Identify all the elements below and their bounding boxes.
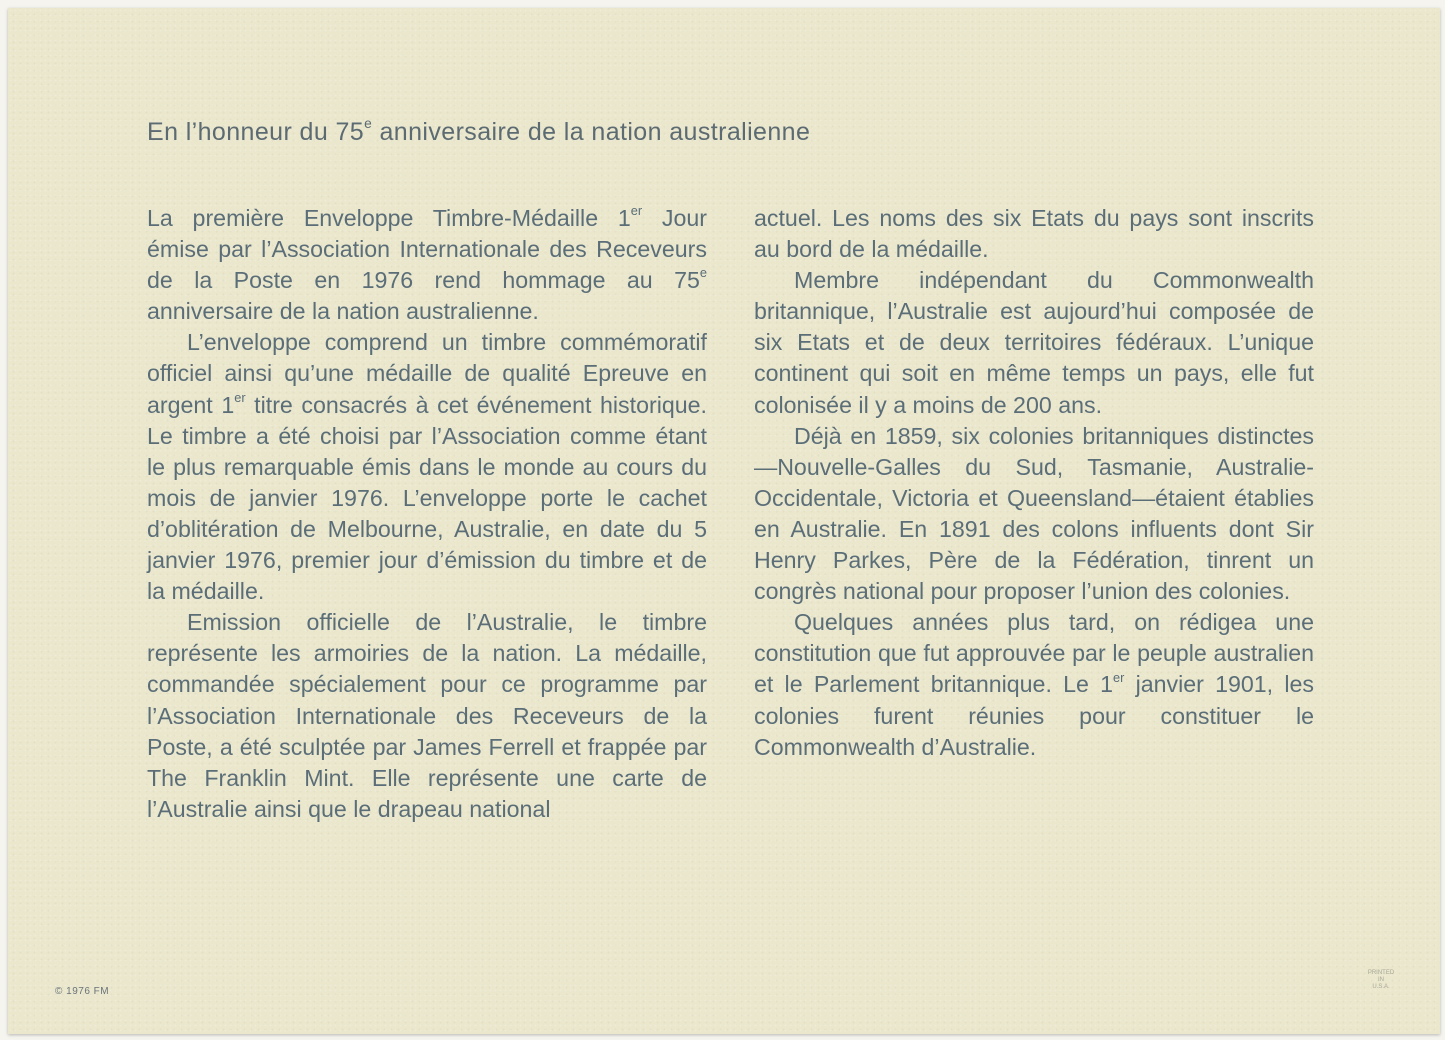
right-paragraph-4: Quelques années plus tard, on rédigea une constitution que fut approuvée par le peuple australien et le Parlement britannique. Le 1er janvier 1901, les colonies furent réunies pour constituer le Commonwealth d’Australie. [754,609,1314,760]
print-mark-line: PRINTED [1367,970,1395,976]
right-paragraph-2: Membre indépendant du Commonwealth britannique, l’Australie est aujourd’hui composée de six Etats et de deux territoires fédéraux. L’unique continent qui soit en même temps un pays, elle fut colonisée il y a moins de 200 ans. [754,267,1314,418]
left-column [147,203,707,825]
left-paragraph-2: L’enveloppe comprend un timbre commémoratif officiel ainsi qu’une médaille de qualité Epreuve en argent 1er titre consacrés à cet événement historique. Le timbre a été choisi par l’Association comme étant le plus remarquable émis dans le monde au cours du mois de janvier 1976. L’enveloppe porte le cachet d’oblitération de Melbourne, Australie, en date du 5 janvier 1976, premier jour d’émission du timbre et de la médaille. [147,329,707,605]
left-paragraph-1: La première Enveloppe Timbre-Médaille 1er Jour émise par l’Association Internationale des Receveurs de la Poste en 1976 rend hommage au 75e anniversaire de la nation australienne. [147,203,707,325]
right-column [754,203,1314,763]
copyright-notice: © 1976 FM [55,986,110,997]
left-paragraph-3: Emission officielle de l’Australie, le timbre représente les armoiries de la nation. La médaille, commandée spécialement pour ce programme par l’Association Internationale des Receveurs de la Poste, a été sculptée par James Ferrell et frappée par The Franklin Mint. Elle représente une carte de l’Australie ainsi que le drapeau national [147,609,707,822]
right-paragraph-3: Déjà en 1859, six colonies britanniques distinctes—Nouvelle-Galles du Sud, Tasmanie, Australie-Occidentale, Victoria et Queensland—étaient établies en Australie. En 1891 des colons influents dont Sir Henry Parkes, Père de la Fédération, tinrent un congrès national pour proposer l’union des colonies. [754,422,1314,605]
print-mark-line: IN [1378,977,1384,983]
print-mark-line: U.S.A. [1372,984,1390,990]
right-paragraph-1: actuel. Les noms des six Etats du pays sont inscrits au bord de la médaille. [754,205,1314,263]
print-mark [1364,970,1398,991]
info-card [8,8,1440,1034]
document-title: En l’honneur du 75e anniversaire de la nation australienne [147,116,811,146]
